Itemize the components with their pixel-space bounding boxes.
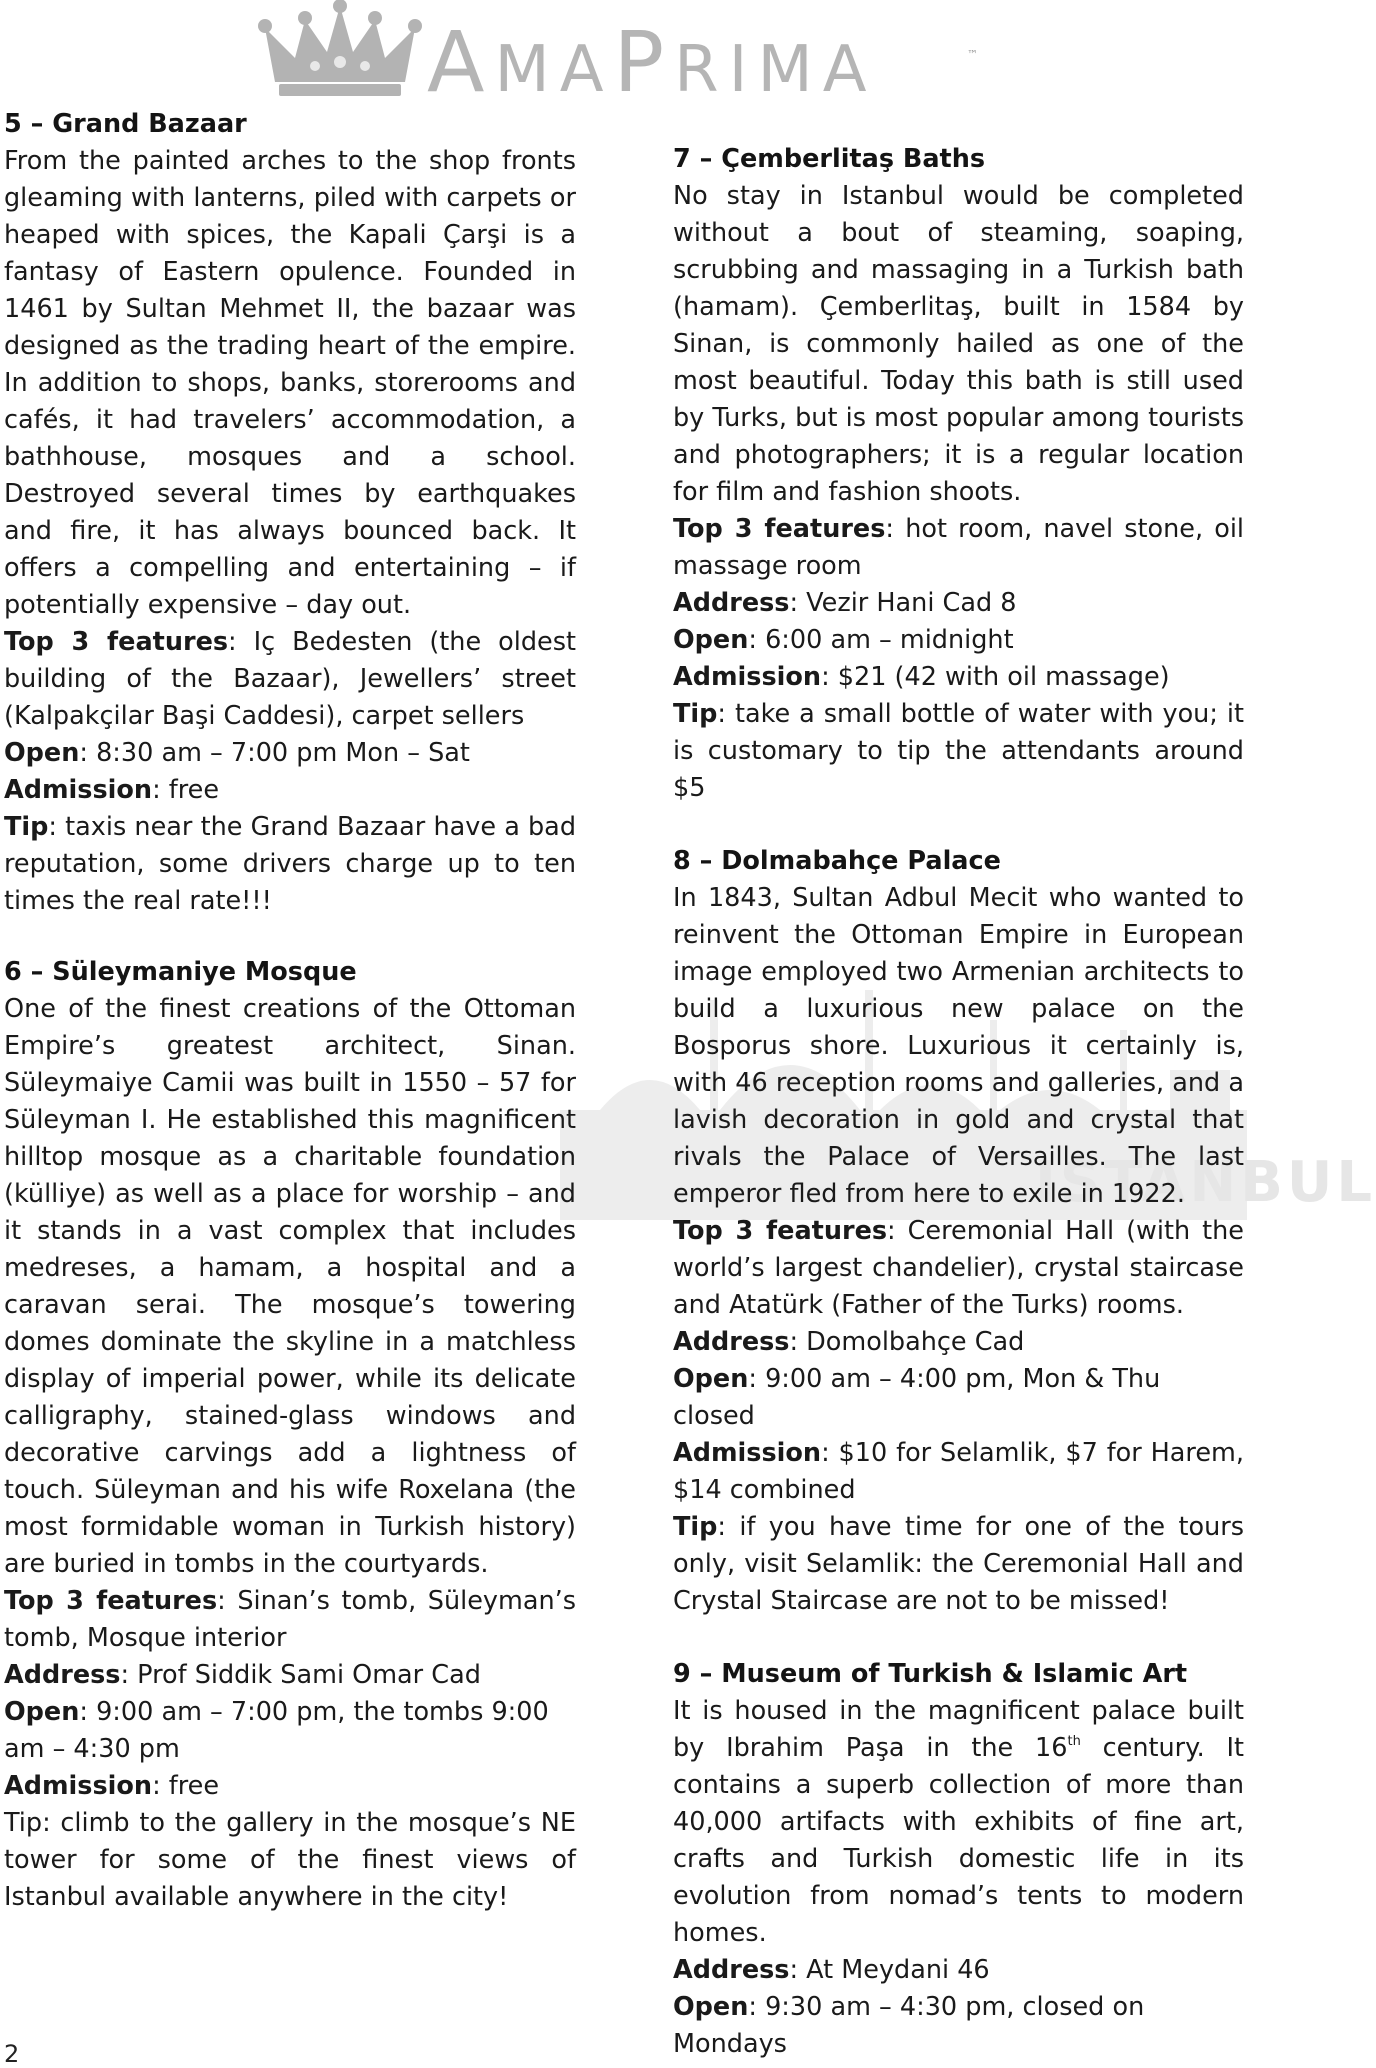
trademark-mark: ™ (967, 48, 978, 61)
brand-name (427, 14, 876, 118)
open-label: Open (673, 1992, 749, 2022)
admission-value: : $10 for Selamlik, $7 for Harem, $14 combined (673, 1438, 1244, 1505)
admission-label: Admission (4, 1771, 153, 1801)
address (673, 1324, 1244, 1361)
open-label: Open (4, 738, 80, 768)
section-suleymaniye-mosque (4, 954, 576, 1916)
page-number: 2 (4, 2040, 20, 2068)
address-value: : Domolbahçe Cad (789, 1327, 1025, 1357)
top-features (673, 511, 1244, 585)
brand-letter-a: A (427, 13, 495, 111)
admission-label: Admission (673, 662, 822, 692)
open-label: Open (4, 1697, 80, 1727)
features-value: : Ceremonial Hall (with the world’s largest chandelier), crystal staircase and Atatürk (Father of the Turks) rooms. (673, 1216, 1244, 1320)
open-label: Open (673, 1364, 749, 1394)
brand-letters-ma: MA (494, 33, 614, 107)
admission (4, 1768, 576, 1805)
open-hours (673, 1989, 1244, 2063)
section-title: 6 – Süleymaniye Mosque (4, 957, 357, 987)
features-label: Top 3 features (4, 627, 229, 657)
left-column (4, 106, 576, 1916)
admission-label: Admission (4, 775, 153, 805)
address (673, 1952, 1244, 1989)
admission-label: Admission (673, 1438, 822, 1468)
admission-value: : free (152, 775, 220, 805)
watermark-text: ISTANBUL (1035, 1150, 1376, 1215)
section-dolmabahce-palace (673, 843, 1244, 1620)
section-body (673, 1693, 1244, 1952)
open-value: : 6:00 am – midnight (748, 625, 1014, 655)
section-title: 9 – Museum of Turkish & Islamic Art (673, 1659, 1188, 1689)
tip-label: Tip (673, 1512, 718, 1542)
section-museum-turkish-islamic-art (673, 1656, 1244, 2063)
top-features (4, 624, 576, 735)
features-label: Top 3 features (4, 1586, 218, 1616)
section-gap (673, 1620, 1244, 1656)
address-label: Address (673, 1327, 790, 1357)
brand-letters-rima: RIMA (674, 33, 877, 107)
address (4, 1657, 576, 1694)
open-value: : 9:00 am – 4:00 pm, Mon & Thu closed (673, 1364, 1161, 1431)
features-label: Top 3 features (673, 1216, 888, 1246)
tip-label: Tip (4, 812, 49, 842)
open-hours (4, 1694, 576, 1768)
right-column (673, 141, 1244, 2063)
open-value: : 8:30 am – 7:00 pm Mon – Sat (79, 738, 470, 768)
admission (673, 1435, 1244, 1509)
tip (673, 696, 1244, 807)
section-body: No stay in Istanbul would be completed without a bout of steaming, soaping, scrubbing and massaging in a Turkish bath (hamam). Çemberlitaş, built in 1584 by Sinan, is commonly hailed as one of the most beautiful. Today this bath is still used by Turks, but is most popular among tourists and photographers; it is a regular location for film and fashion shoots. (673, 181, 1244, 507)
open-value: : 9:30 am – 4:30 pm, closed on Mondays (673, 1992, 1145, 2059)
address (673, 585, 1244, 622)
open-hours (673, 1361, 1244, 1435)
section-gap (4, 920, 576, 954)
admission (673, 659, 1244, 696)
section-gap (673, 807, 1244, 843)
tip-value: : taxis near the Grand Bazaar have a bad reputation, some drivers charge up to ten times the real rate!!! (4, 812, 576, 916)
section-cemberlitas-baths (673, 141, 1244, 807)
brand-letter-p: P (613, 13, 675, 111)
tip-label: Tip (673, 699, 718, 729)
tip-value: : if you have time for one of the tours only, visit Selamlik: the Ceremonial Hall and Crystal Staircase are not to be missed! (673, 1512, 1244, 1616)
section-body: From the painted arches to the shop fronts gleaming with lanterns, piled with carpets or heaped with spices, the Kapali Çarşi is a fantasy of Eastern opulence. Founded in 1461 by Sultan Mehmet II, the bazaar was designed as the trading heart of the empire. In addition to shops, banks, storerooms and cafés, it had travelers’ accommodation, a bathhouse, mosques and a school. Destroyed several times by earthquakes and fire, it has always bounced back. It offers a compelling and entertaining – if potentially expensive – day out. (4, 146, 576, 620)
tip-value: : take a small bottle of water with you; it is customary to tip the attendants around $5 (673, 699, 1244, 803)
features-value: : Sinan’s tomb, Süleyman’s tomb, Mosque interior (4, 1586, 576, 1653)
tip (4, 809, 576, 920)
address-label: Address (673, 1955, 790, 1985)
address-label: Address (4, 1660, 121, 1690)
admission-value: : $21 (42 with oil massage) (821, 662, 1170, 692)
section-title: 7 – Çemberlitaş Baths (673, 144, 986, 174)
amaprima-logo (255, 0, 1015, 110)
body-superscript: th (1067, 1733, 1081, 1749)
tip: Tip: climb to the gallery in the mosque’s NE tower for some of the finest views of Istanbul available anywhere in the city! (4, 1808, 576, 1912)
body-before: It is housed in the magnificent palace built by Ibrahim Paşa in the 16 (673, 1696, 1244, 1763)
section-title: 8 – Dolmabahçe Palace (673, 846, 1001, 876)
tip (673, 1509, 1244, 1620)
body-after: century. It contains a superb collection of more than 40,000 artifacts with exhibits of fine art, crafts and Turkish domestic life in its evolution from nomad’s tents to modern homes. (673, 1733, 1244, 1948)
section-body: In 1843, Sultan Adbul Mecit who wanted to reinvent the Ottoman Empire in European image employed two Armenian architects to build a luxurious new palace on the Bosporus shore. Luxurious it certainly is, with 46 reception rooms and galleries, and a lavish decoration in gold and crystal that rivals the Palace of Versailles. The last emperor fled from here to exile in 1922. (673, 883, 1244, 1209)
admission-value: : free (152, 1771, 220, 1801)
features-value: : hot room, navel stone, oil massage room (673, 514, 1244, 581)
open-hours (673, 622, 1244, 659)
top-features (673, 1213, 1244, 1324)
address-label: Address (673, 588, 790, 618)
open-value: : 9:00 am – 7:00 pm, the tombs 9:00 am – 4:30 pm (4, 1697, 549, 1764)
features-label: Top 3 features (673, 514, 886, 544)
section-grand-bazaar (4, 106, 576, 920)
admission (4, 772, 576, 809)
top-features (4, 1583, 576, 1657)
section-title: 5 – Grand Bazaar (4, 109, 247, 139)
section-body: One of the finest creations of the Ottoman Empire’s greatest architect, Sinan. Süleymaiye Camii was built in 1550 – 57 for Süleyman I. He established this magnificent hilltop mosque as a charitable foundation (külliye) as well as a place for worship – and it stands in a vast complex that includes medreses, a hamam, a hospital and a caravan serai. The mosque’s towering domes dominate the skyline in a matchless display of imperial power, while its delicate calligraphy, stained-glass windows and decorative carvings add a lightness of touch. Süleyman and his wife Roxelana (the most formidable woman in Turkish history) are buried in tombs in the courtyards. (4, 994, 576, 1579)
address-value: : At Meydani 46 (789, 1955, 990, 1985)
crown-icon (255, 0, 425, 100)
open-hours (4, 735, 576, 772)
address-value: : Prof Siddik Sami Omar Cad (120, 1660, 481, 1690)
features-value: : Iç Bedesten (the oldest building of the Bazaar), Jewellers’ street (Kalpakçilar Başi Caddesi), carpet sellers (4, 627, 576, 731)
address-value: : Vezir Hani Cad 8 (789, 588, 1017, 618)
open-label: Open (673, 625, 749, 655)
